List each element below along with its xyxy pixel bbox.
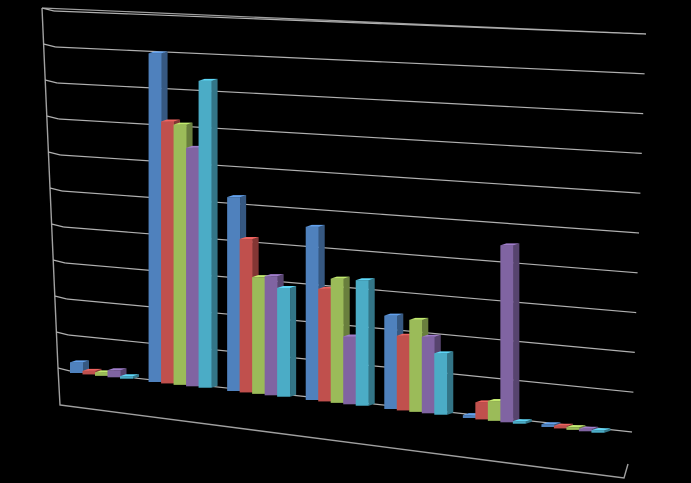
bars: [70, 51, 610, 432]
bar-front: [397, 336, 410, 411]
bar-side: [212, 79, 218, 388]
gridline-side-7: [47, 116, 59, 119]
bar: [199, 79, 218, 388]
bar-front: [513, 421, 526, 424]
bar-front: [579, 429, 592, 432]
bar-front: [174, 125, 187, 385]
bar-front: [95, 372, 108, 376]
gridline-side-4: [52, 224, 64, 227]
gridline-7: [59, 119, 642, 153]
bar-front: [83, 371, 96, 375]
bar-front: [265, 276, 278, 395]
gridline-side-6: [48, 152, 60, 155]
gridline-6: [60, 155, 640, 193]
bar-front: [108, 370, 121, 377]
bar-front: [591, 430, 604, 433]
bar-group-5: [384, 314, 453, 415]
bar-front: [318, 289, 331, 402]
bar-front: [199, 81, 212, 388]
gridline-10: [54, 11, 646, 34]
gridline-side-1: [56, 332, 68, 335]
bar-front: [240, 239, 253, 392]
bar-side: [369, 278, 375, 406]
bar-front: [500, 245, 513, 422]
bar-front: [554, 426, 567, 429]
bar-front: [566, 427, 579, 430]
bar: [434, 351, 453, 414]
gridline-side-9: [44, 44, 56, 47]
gridline-side-0: [58, 368, 70, 371]
bar-front: [434, 353, 447, 414]
gridline-5: [62, 191, 639, 233]
bar: [277, 286, 296, 397]
bar-side: [513, 243, 519, 422]
gridline-side-2: [55, 296, 67, 299]
bar-front: [356, 280, 369, 406]
bar-group-2: [149, 51, 218, 387]
gridline-side-3: [53, 260, 65, 263]
gridline-8: [57, 83, 643, 114]
bar-side: [447, 351, 453, 414]
gridline-side-5: [50, 188, 62, 191]
bar-front: [343, 336, 356, 404]
bar-group-3: [227, 195, 296, 397]
bar: [500, 243, 519, 422]
bar-front: [488, 401, 501, 421]
bar-front: [384, 316, 397, 409]
bar-front: [463, 415, 476, 418]
gridline-9: [56, 47, 645, 74]
bar-group-4: [306, 225, 375, 406]
bar: [356, 278, 375, 406]
bar-front: [475, 402, 488, 419]
bar-front: [306, 227, 319, 400]
gridline-side-8: [45, 80, 57, 83]
bar-front: [331, 279, 344, 403]
bar-group-6: [463, 243, 532, 423]
bar-front: [277, 288, 290, 397]
bar-front: [186, 148, 199, 386]
bar-group-7: [541, 422, 610, 432]
bar-front: [252, 277, 265, 394]
bar-front: [120, 376, 133, 379]
bar-front: [161, 122, 174, 384]
bar-front: [70, 362, 83, 373]
bar-side: [290, 286, 296, 397]
bar-group-1: [70, 360, 139, 378]
bar-front: [149, 53, 162, 382]
bar-front: [541, 424, 554, 427]
bar-front: [227, 197, 240, 391]
bar-front: [422, 337, 435, 414]
bar-front: [409, 320, 422, 412]
